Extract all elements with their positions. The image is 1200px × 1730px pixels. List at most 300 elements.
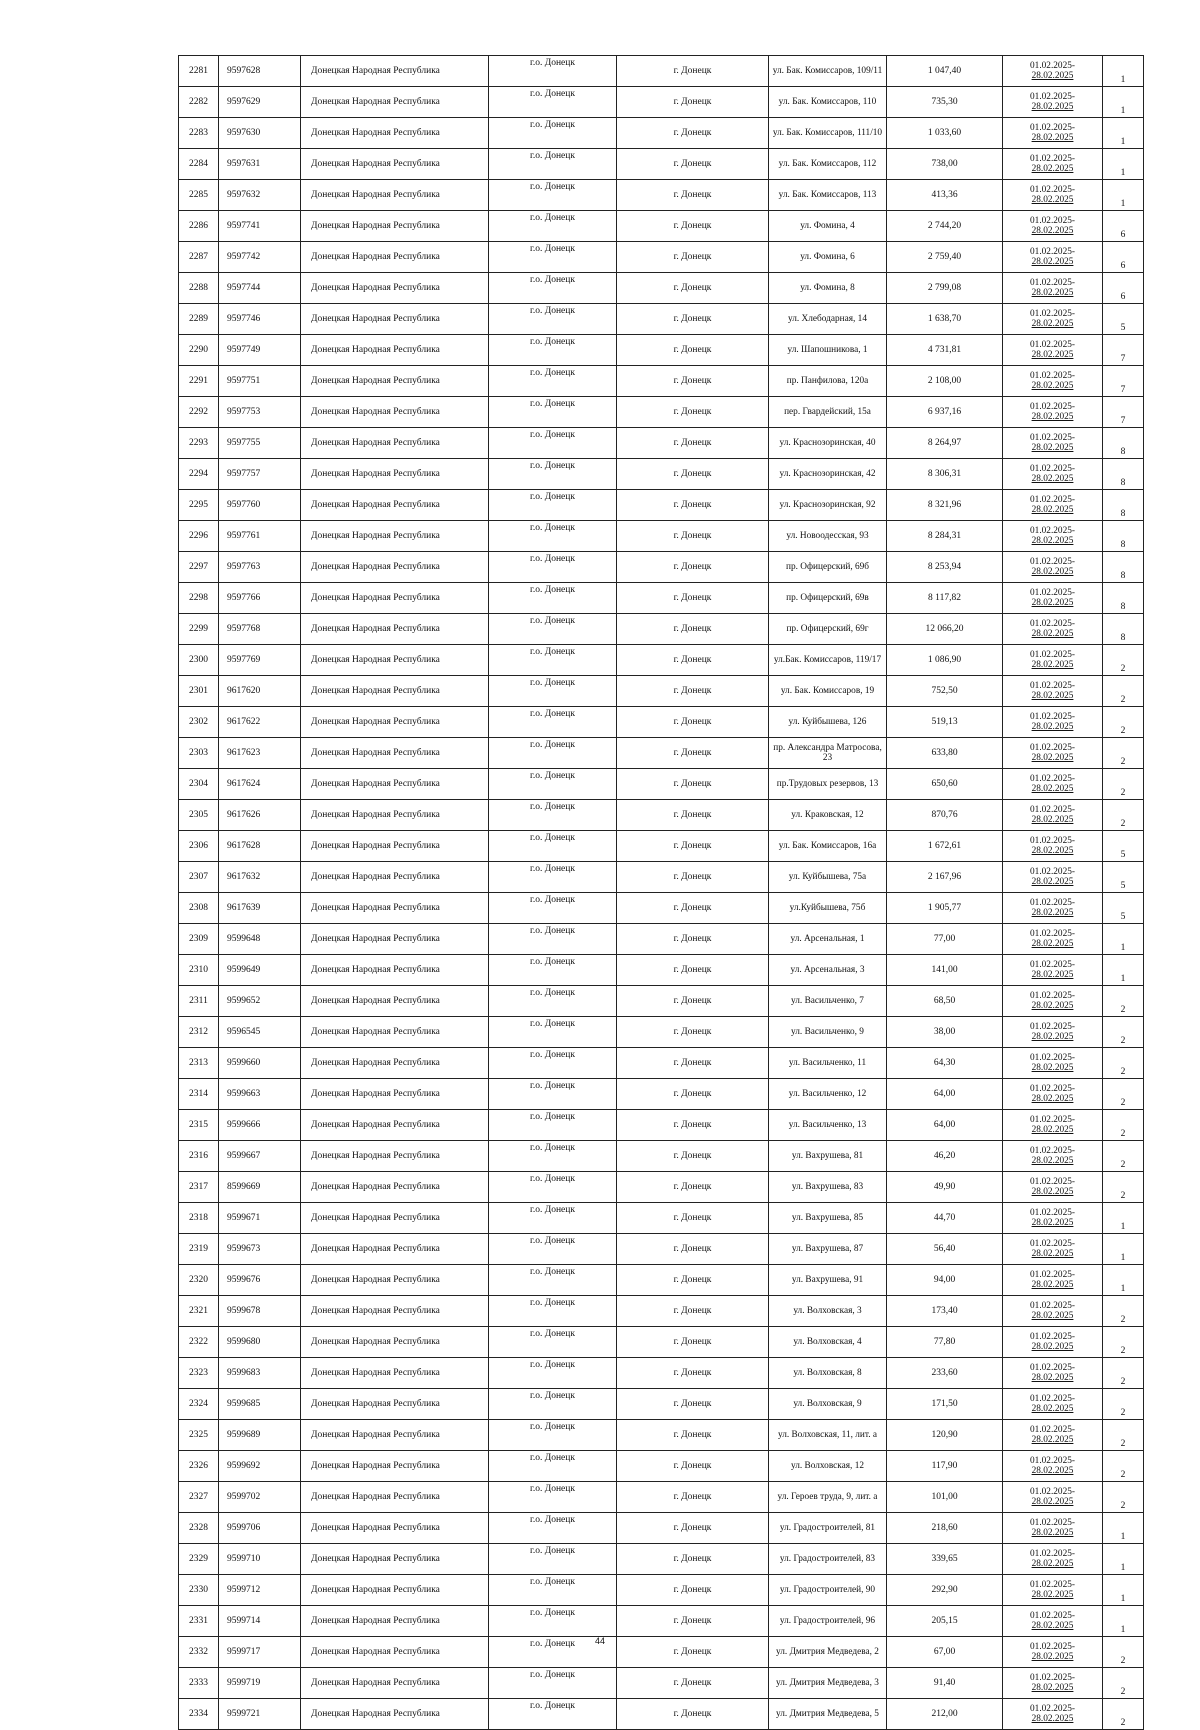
region-name-cell: Донецкая Народная Республика bbox=[301, 1265, 489, 1296]
area-value-cell: 519,13 bbox=[887, 707, 1003, 738]
city-name-cell: г. Донецк bbox=[617, 1234, 769, 1265]
period-end: 28.02.2025 bbox=[1031, 195, 1074, 205]
period-start: 01.02.2025- bbox=[1030, 402, 1075, 412]
city-district-cell: г.о. Донецк bbox=[489, 738, 617, 769]
area-value-cell: 77,80 bbox=[887, 1327, 1003, 1358]
period-cell bbox=[1003, 1110, 1103, 1141]
area-value-cell: 735,30 bbox=[887, 87, 1003, 118]
period-start: 01.02.2025- bbox=[1030, 1394, 1075, 1404]
period-cell bbox=[1003, 304, 1103, 335]
area-value-cell: 77,00 bbox=[887, 924, 1003, 955]
period-cell bbox=[1003, 211, 1103, 242]
table-row bbox=[179, 87, 1144, 118]
count-cell: 5 bbox=[1103, 862, 1144, 893]
object-code-cell: 9597753 bbox=[219, 397, 301, 428]
period-end: 28.02.2025 bbox=[1031, 1404, 1074, 1414]
city-name-cell: г. Донецк bbox=[617, 490, 769, 521]
address-cell: пр. Александра Матросова, 23 bbox=[769, 738, 887, 769]
table-row bbox=[179, 552, 1144, 583]
count-cell: 1 bbox=[1103, 56, 1144, 87]
period-cell bbox=[1003, 1172, 1103, 1203]
period-end: 28.02.2025 bbox=[1031, 381, 1074, 391]
area-value-cell: 8 253,94 bbox=[887, 552, 1003, 583]
city-name-cell: г. Донецк bbox=[617, 1327, 769, 1358]
row-number-cell: 2330 bbox=[179, 1575, 219, 1606]
region-name-cell: Донецкая Народная Республика bbox=[301, 1017, 489, 1048]
address-cell: ул. Фомина, 6 bbox=[769, 242, 887, 273]
city-district-cell: г.о. Донецк bbox=[489, 335, 617, 366]
region-name-cell: Донецкая Народная Республика bbox=[301, 56, 489, 87]
city-name-cell: г. Донецк bbox=[617, 397, 769, 428]
period-cell bbox=[1003, 1265, 1103, 1296]
row-number-cell: 2295 bbox=[179, 490, 219, 521]
row-number-cell: 2314 bbox=[179, 1079, 219, 1110]
city-district-cell: г.о. Донецк bbox=[489, 1141, 617, 1172]
city-name-cell: г. Донецк bbox=[617, 862, 769, 893]
table-row bbox=[179, 1327, 1144, 1358]
table-row bbox=[179, 1451, 1144, 1482]
period-cell bbox=[1003, 986, 1103, 1017]
city-district-cell: г.о. Донецк bbox=[489, 1420, 617, 1451]
city-name-cell: г. Донецк bbox=[617, 87, 769, 118]
count-cell: 2 bbox=[1103, 707, 1144, 738]
object-code-cell: 9597769 bbox=[219, 645, 301, 676]
region-name-cell: Донецкая Народная Республика bbox=[301, 1637, 489, 1668]
table-row bbox=[179, 955, 1144, 986]
address-cell: ул. Новоодесская, 93 bbox=[769, 521, 887, 552]
row-number-cell: 2328 bbox=[179, 1513, 219, 1544]
period-end: 28.02.2025 bbox=[1031, 474, 1074, 484]
period-end: 28.02.2025 bbox=[1031, 1032, 1074, 1042]
period-cell bbox=[1003, 1513, 1103, 1544]
address-cell: ул. Васильченко, 9 bbox=[769, 1017, 887, 1048]
city-district-cell: г.о. Донецк bbox=[489, 56, 617, 87]
row-number-cell: 2286 bbox=[179, 211, 219, 242]
area-value-cell: 64,00 bbox=[887, 1110, 1003, 1141]
period-end: 28.02.2025 bbox=[1031, 1342, 1074, 1352]
row-number-cell: 2290 bbox=[179, 335, 219, 366]
address-cell: ул. Васильченко, 11 bbox=[769, 1048, 887, 1079]
table-row bbox=[179, 211, 1144, 242]
address-cell: ул. Краснозоринская, 92 bbox=[769, 490, 887, 521]
period-start: 01.02.2025- bbox=[1030, 1115, 1075, 1125]
object-code-cell: 9599666 bbox=[219, 1110, 301, 1141]
count-cell: 7 bbox=[1103, 335, 1144, 366]
row-number-cell: 2291 bbox=[179, 366, 219, 397]
address-cell: ул. Фомина, 8 bbox=[769, 273, 887, 304]
table-row bbox=[179, 1296, 1144, 1327]
period-start: 01.02.2025- bbox=[1030, 309, 1075, 319]
period-cell bbox=[1003, 614, 1103, 645]
period-end: 28.02.2025 bbox=[1031, 443, 1074, 453]
period-end: 28.02.2025 bbox=[1031, 1187, 1074, 1197]
address-cell: ул.Бак. Комиссаров, 119/17 bbox=[769, 645, 887, 676]
region-name-cell: Донецкая Народная Республика bbox=[301, 552, 489, 583]
table-row bbox=[179, 1482, 1144, 1513]
period-start: 01.02.2025- bbox=[1030, 960, 1075, 970]
period-end: 28.02.2025 bbox=[1031, 1435, 1074, 1445]
city-name-cell: г. Донецк bbox=[617, 738, 769, 769]
city-name-cell: г. Донецк bbox=[617, 118, 769, 149]
period-start: 01.02.2025- bbox=[1030, 712, 1075, 722]
row-number-cell: 2292 bbox=[179, 397, 219, 428]
area-value-cell: 2 108,00 bbox=[887, 366, 1003, 397]
address-cell: ул. Арсенальная, 1 bbox=[769, 924, 887, 955]
period-cell bbox=[1003, 1079, 1103, 1110]
city-district-cell: г.о. Донецк bbox=[489, 645, 617, 676]
count-cell: 1 bbox=[1103, 1544, 1144, 1575]
city-name-cell: г. Донецк bbox=[617, 304, 769, 335]
period-start: 01.02.2025- bbox=[1030, 1208, 1075, 1218]
period-cell bbox=[1003, 707, 1103, 738]
city-district-cell: г.о. Донецк bbox=[489, 428, 617, 459]
period-cell bbox=[1003, 645, 1103, 676]
row-number-cell: 2306 bbox=[179, 831, 219, 862]
count-cell: 6 bbox=[1103, 211, 1144, 242]
area-value-cell: 117,90 bbox=[887, 1451, 1003, 1482]
row-number-cell: 2324 bbox=[179, 1389, 219, 1420]
city-district-cell: г.о. Донецк bbox=[489, 769, 617, 800]
area-value-cell: 233,60 bbox=[887, 1358, 1003, 1389]
period-cell bbox=[1003, 1296, 1103, 1327]
region-name-cell: Донецкая Народная Республика bbox=[301, 1110, 489, 1141]
period-cell bbox=[1003, 273, 1103, 304]
object-code-cell: 9599671 bbox=[219, 1203, 301, 1234]
row-number-cell: 2298 bbox=[179, 583, 219, 614]
period-start: 01.02.2025- bbox=[1030, 1053, 1075, 1063]
count-cell: 2 bbox=[1103, 645, 1144, 676]
city-name-cell: г. Донецк bbox=[617, 1358, 769, 1389]
city-name-cell: г. Донецк bbox=[617, 1513, 769, 1544]
count-cell: 1 bbox=[1103, 149, 1144, 180]
object-code-cell: 9597630 bbox=[219, 118, 301, 149]
address-cell: ул. Фомина, 4 bbox=[769, 211, 887, 242]
period-cell bbox=[1003, 490, 1103, 521]
period-end: 28.02.2025 bbox=[1031, 1497, 1074, 1507]
address-cell: пр. Офицерский, 69б bbox=[769, 552, 887, 583]
table-row bbox=[179, 335, 1144, 366]
address-cell: ул. Куйбышева, 126 bbox=[769, 707, 887, 738]
region-name-cell: Донецкая Народная Республика bbox=[301, 1327, 489, 1358]
table-row bbox=[179, 1544, 1144, 1575]
period-start: 01.02.2025- bbox=[1030, 340, 1075, 350]
row-number-cell: 2282 bbox=[179, 87, 219, 118]
table-row bbox=[179, 242, 1144, 273]
table-row bbox=[179, 1606, 1144, 1637]
area-value-cell: 2 744,20 bbox=[887, 211, 1003, 242]
city-name-cell: г. Донецк bbox=[617, 428, 769, 459]
row-number-cell: 2296 bbox=[179, 521, 219, 552]
row-number-cell: 2303 bbox=[179, 738, 219, 769]
city-name-cell: г. Донецк bbox=[617, 366, 769, 397]
region-name-cell: Донецкая Народная Республика bbox=[301, 738, 489, 769]
area-value-cell: 94,00 bbox=[887, 1265, 1003, 1296]
city-district-cell: г.о. Донецк bbox=[489, 583, 617, 614]
period-end: 28.02.2025 bbox=[1031, 71, 1074, 81]
table-row bbox=[179, 366, 1144, 397]
region-name-cell: Донецкая Народная Республика bbox=[301, 614, 489, 645]
row-number-cell: 2301 bbox=[179, 676, 219, 707]
city-name-cell: г. Донецк bbox=[617, 149, 769, 180]
period-end: 28.02.2025 bbox=[1031, 877, 1074, 887]
period-cell bbox=[1003, 955, 1103, 986]
object-code-cell: 8599669 bbox=[219, 1172, 301, 1203]
count-cell: 8 bbox=[1103, 490, 1144, 521]
row-number-cell: 2302 bbox=[179, 707, 219, 738]
city-name-cell: г. Донецк bbox=[617, 1048, 769, 1079]
table-row bbox=[179, 1513, 1144, 1544]
city-name-cell: г. Донецк bbox=[617, 1544, 769, 1575]
period-cell bbox=[1003, 428, 1103, 459]
period-start: 01.02.2025- bbox=[1030, 1611, 1075, 1621]
city-district-cell: г.о. Донецк bbox=[489, 459, 617, 490]
table-row bbox=[179, 490, 1144, 521]
period-start: 01.02.2025- bbox=[1030, 898, 1075, 908]
period-end: 28.02.2025 bbox=[1031, 629, 1074, 639]
row-number-cell: 2317 bbox=[179, 1172, 219, 1203]
area-value-cell: 91,40 bbox=[887, 1668, 1003, 1699]
region-name-cell: Донецкая Народная Республика bbox=[301, 1699, 489, 1730]
row-number-cell: 2332 bbox=[179, 1637, 219, 1668]
table-row bbox=[179, 800, 1144, 831]
city-name-cell: г. Донецк bbox=[617, 1420, 769, 1451]
period-cell bbox=[1003, 1699, 1103, 1730]
period-end: 28.02.2025 bbox=[1031, 1218, 1074, 1228]
object-code-cell: 9597751 bbox=[219, 366, 301, 397]
city-district-cell: г.о. Донецк bbox=[489, 1668, 617, 1699]
period-cell bbox=[1003, 521, 1103, 552]
object-code-cell: 9599649 bbox=[219, 955, 301, 986]
area-value-cell: 218,60 bbox=[887, 1513, 1003, 1544]
period-start: 01.02.2025- bbox=[1030, 495, 1075, 505]
row-number-cell: 2326 bbox=[179, 1451, 219, 1482]
period-cell bbox=[1003, 180, 1103, 211]
address-cell: ул. Хлебодарная, 14 bbox=[769, 304, 887, 335]
period-cell bbox=[1003, 1420, 1103, 1451]
city-district-cell: г.о. Донецк bbox=[489, 986, 617, 1017]
city-district-cell: г.о. Донецк bbox=[489, 1637, 617, 1668]
table-row bbox=[179, 893, 1144, 924]
period-end: 28.02.2025 bbox=[1031, 1652, 1074, 1662]
object-code-cell: 9597744 bbox=[219, 273, 301, 304]
region-name-cell: Донецкая Народная Республика bbox=[301, 1389, 489, 1420]
period-end: 28.02.2025 bbox=[1031, 1466, 1074, 1476]
period-end: 28.02.2025 bbox=[1031, 598, 1074, 608]
city-district-cell: г.о. Донецк bbox=[489, 366, 617, 397]
period-start: 01.02.2025- bbox=[1030, 1177, 1075, 1187]
address-cell: ул. Шапошникова, 1 bbox=[769, 335, 887, 366]
region-name-cell: Донецкая Народная Республика bbox=[301, 242, 489, 273]
region-name-cell: Донецкая Народная Республика bbox=[301, 87, 489, 118]
city-district-cell: г.о. Донецк bbox=[489, 149, 617, 180]
period-end: 28.02.2025 bbox=[1031, 1001, 1074, 1011]
period-start: 01.02.2025- bbox=[1030, 1084, 1075, 1094]
period-end: 28.02.2025 bbox=[1031, 846, 1074, 856]
period-start: 01.02.2025- bbox=[1030, 836, 1075, 846]
count-cell: 6 bbox=[1103, 242, 1144, 273]
period-end: 28.02.2025 bbox=[1031, 567, 1074, 577]
table-row bbox=[179, 1575, 1144, 1606]
count-cell: 1 bbox=[1103, 87, 1144, 118]
row-number-cell: 2293 bbox=[179, 428, 219, 459]
count-cell: 2 bbox=[1103, 1296, 1144, 1327]
address-cell: ул. Вахрушева, 87 bbox=[769, 1234, 887, 1265]
address-cell: ул. Бак. Комиссаров, 109/11 bbox=[769, 56, 887, 87]
period-end: 28.02.2025 bbox=[1031, 1280, 1074, 1290]
count-cell: 2 bbox=[1103, 1141, 1144, 1172]
count-cell: 1 bbox=[1103, 1203, 1144, 1234]
period-start: 01.02.2025- bbox=[1030, 1270, 1075, 1280]
region-name-cell: Донецкая Народная Республика bbox=[301, 180, 489, 211]
table-row bbox=[179, 986, 1144, 1017]
region-name-cell: Донецкая Народная Республика bbox=[301, 118, 489, 149]
city-district-cell: г.о. Донецк bbox=[489, 800, 617, 831]
period-end: 28.02.2025 bbox=[1031, 1063, 1074, 1073]
object-code-cell: 9599721 bbox=[219, 1699, 301, 1730]
city-name-cell: г. Донецк bbox=[617, 707, 769, 738]
table-row bbox=[179, 1172, 1144, 1203]
region-name-cell: Донецкая Народная Республика bbox=[301, 1420, 489, 1451]
region-name-cell: Донецкая Народная Республика bbox=[301, 1296, 489, 1327]
table-row bbox=[179, 645, 1144, 676]
address-cell: ул. Бак. Комиссаров, 110 bbox=[769, 87, 887, 118]
object-code-cell: 9599689 bbox=[219, 1420, 301, 1451]
area-value-cell: 44,70 bbox=[887, 1203, 1003, 1234]
row-number-cell: 2316 bbox=[179, 1141, 219, 1172]
period-end: 28.02.2025 bbox=[1031, 412, 1074, 422]
city-district-cell: г.о. Донецк bbox=[489, 862, 617, 893]
city-district-cell: г.о. Донецк bbox=[489, 614, 617, 645]
table-row bbox=[179, 583, 1144, 614]
count-cell: 8 bbox=[1103, 521, 1144, 552]
object-code-cell: 9597763 bbox=[219, 552, 301, 583]
city-name-cell: г. Донецк bbox=[617, 335, 769, 366]
area-value-cell: 1 086,90 bbox=[887, 645, 1003, 676]
city-name-cell: г. Донецк bbox=[617, 459, 769, 490]
period-cell bbox=[1003, 1327, 1103, 1358]
city-name-cell: г. Донецк bbox=[617, 986, 769, 1017]
count-cell: 2 bbox=[1103, 1327, 1144, 1358]
address-cell: ул. Арсенальная, 3 bbox=[769, 955, 887, 986]
period-cell bbox=[1003, 118, 1103, 149]
object-code-cell: 9597631 bbox=[219, 149, 301, 180]
region-name-cell: Донецкая Народная Республика bbox=[301, 397, 489, 428]
period-cell bbox=[1003, 1141, 1103, 1172]
region-name-cell: Донецкая Народная Республика bbox=[301, 1668, 489, 1699]
city-district-cell: г.о. Донецк bbox=[489, 1296, 617, 1327]
period-start: 01.02.2025- bbox=[1030, 774, 1075, 784]
object-code-cell: 9597629 bbox=[219, 87, 301, 118]
city-district-cell: г.о. Донецк bbox=[489, 1110, 617, 1141]
period-cell bbox=[1003, 149, 1103, 180]
object-code-cell: 9599680 bbox=[219, 1327, 301, 1358]
period-start: 01.02.2025- bbox=[1030, 991, 1075, 1001]
city-name-cell: г. Донецк bbox=[617, 893, 769, 924]
count-cell: 1 bbox=[1103, 118, 1144, 149]
object-code-cell: 9617623 bbox=[219, 738, 301, 769]
city-district-cell: г.о. Донецк bbox=[489, 707, 617, 738]
period-end: 28.02.2025 bbox=[1031, 1373, 1074, 1383]
city-district-cell: г.о. Донецк bbox=[489, 1389, 617, 1420]
object-code-cell: 9599719 bbox=[219, 1668, 301, 1699]
city-name-cell: г. Донецк bbox=[617, 1637, 769, 1668]
period-start: 01.02.2025- bbox=[1030, 371, 1075, 381]
address-cell: ул. Бак. Комиссаров, 111/10 bbox=[769, 118, 887, 149]
object-code-cell: 9599706 bbox=[219, 1513, 301, 1544]
period-end: 28.02.2025 bbox=[1031, 908, 1074, 918]
object-code-cell: 9599702 bbox=[219, 1482, 301, 1513]
address-cell: ул. Бак. Комиссаров, 19 bbox=[769, 676, 887, 707]
address-cell: ул. Краковская, 12 bbox=[769, 800, 887, 831]
period-cell bbox=[1003, 676, 1103, 707]
city-district-cell: г.о. Донецк bbox=[489, 242, 617, 273]
period-end: 28.02.2025 bbox=[1031, 164, 1074, 174]
table-row bbox=[179, 180, 1144, 211]
table-row bbox=[179, 707, 1144, 738]
row-number-cell: 2321 bbox=[179, 1296, 219, 1327]
region-name-cell: Донецкая Народная Республика bbox=[301, 1172, 489, 1203]
table-row bbox=[179, 1699, 1144, 1730]
city-district-cell: г.о. Донецк bbox=[489, 304, 617, 335]
period-start: 01.02.2025- bbox=[1030, 805, 1075, 815]
count-cell: 2 bbox=[1103, 738, 1144, 769]
city-name-cell: г. Донецк bbox=[617, 1606, 769, 1637]
table-row bbox=[179, 1017, 1144, 1048]
table-row bbox=[179, 459, 1144, 490]
row-number-cell: 2304 bbox=[179, 769, 219, 800]
city-district-cell: г.о. Донецк bbox=[489, 1265, 617, 1296]
address-cell: пер. Гвардейский, 15а bbox=[769, 397, 887, 428]
row-number-cell: 2329 bbox=[179, 1544, 219, 1575]
city-name-cell: г. Донецк bbox=[617, 1451, 769, 1482]
period-cell bbox=[1003, 56, 1103, 87]
row-number-cell: 2320 bbox=[179, 1265, 219, 1296]
table-row bbox=[179, 1358, 1144, 1389]
region-name-cell: Донецкая Народная Республика bbox=[301, 769, 489, 800]
object-code-cell: 9599712 bbox=[219, 1575, 301, 1606]
address-cell: ул.Куйбышева, 75б bbox=[769, 893, 887, 924]
period-start: 01.02.2025- bbox=[1030, 464, 1075, 474]
period-end: 28.02.2025 bbox=[1031, 1311, 1074, 1321]
period-end: 28.02.2025 bbox=[1031, 288, 1074, 298]
period-start: 01.02.2025- bbox=[1030, 867, 1075, 877]
address-cell: ул. Вахрушева, 85 bbox=[769, 1203, 887, 1234]
city-name-cell: г. Донецк bbox=[617, 273, 769, 304]
object-code-cell: 9599692 bbox=[219, 1451, 301, 1482]
period-start: 01.02.2025- bbox=[1030, 1146, 1075, 1156]
period-end: 28.02.2025 bbox=[1031, 1249, 1074, 1259]
period-end: 28.02.2025 bbox=[1031, 722, 1074, 732]
area-value-cell: 64,30 bbox=[887, 1048, 1003, 1079]
city-name-cell: г. Донецк bbox=[617, 1699, 769, 1730]
area-value-cell: 1 033,60 bbox=[887, 118, 1003, 149]
row-number-cell: 2311 bbox=[179, 986, 219, 1017]
object-code-cell: 9599683 bbox=[219, 1358, 301, 1389]
period-end: 28.02.2025 bbox=[1031, 691, 1074, 701]
region-name-cell: Донецкая Народная Республика bbox=[301, 1544, 489, 1575]
row-number-cell: 2319 bbox=[179, 1234, 219, 1265]
period-start: 01.02.2025- bbox=[1030, 1580, 1075, 1590]
region-name-cell: Донецкая Народная Республика bbox=[301, 800, 489, 831]
count-cell: 1 bbox=[1103, 1575, 1144, 1606]
count-cell: 2 bbox=[1103, 1017, 1144, 1048]
area-value-cell: 56,40 bbox=[887, 1234, 1003, 1265]
table-row bbox=[179, 273, 1144, 304]
table-body bbox=[179, 56, 1144, 1730]
count-cell: 6 bbox=[1103, 273, 1144, 304]
region-name-cell: Донецкая Народная Республика bbox=[301, 707, 489, 738]
period-cell bbox=[1003, 1575, 1103, 1606]
